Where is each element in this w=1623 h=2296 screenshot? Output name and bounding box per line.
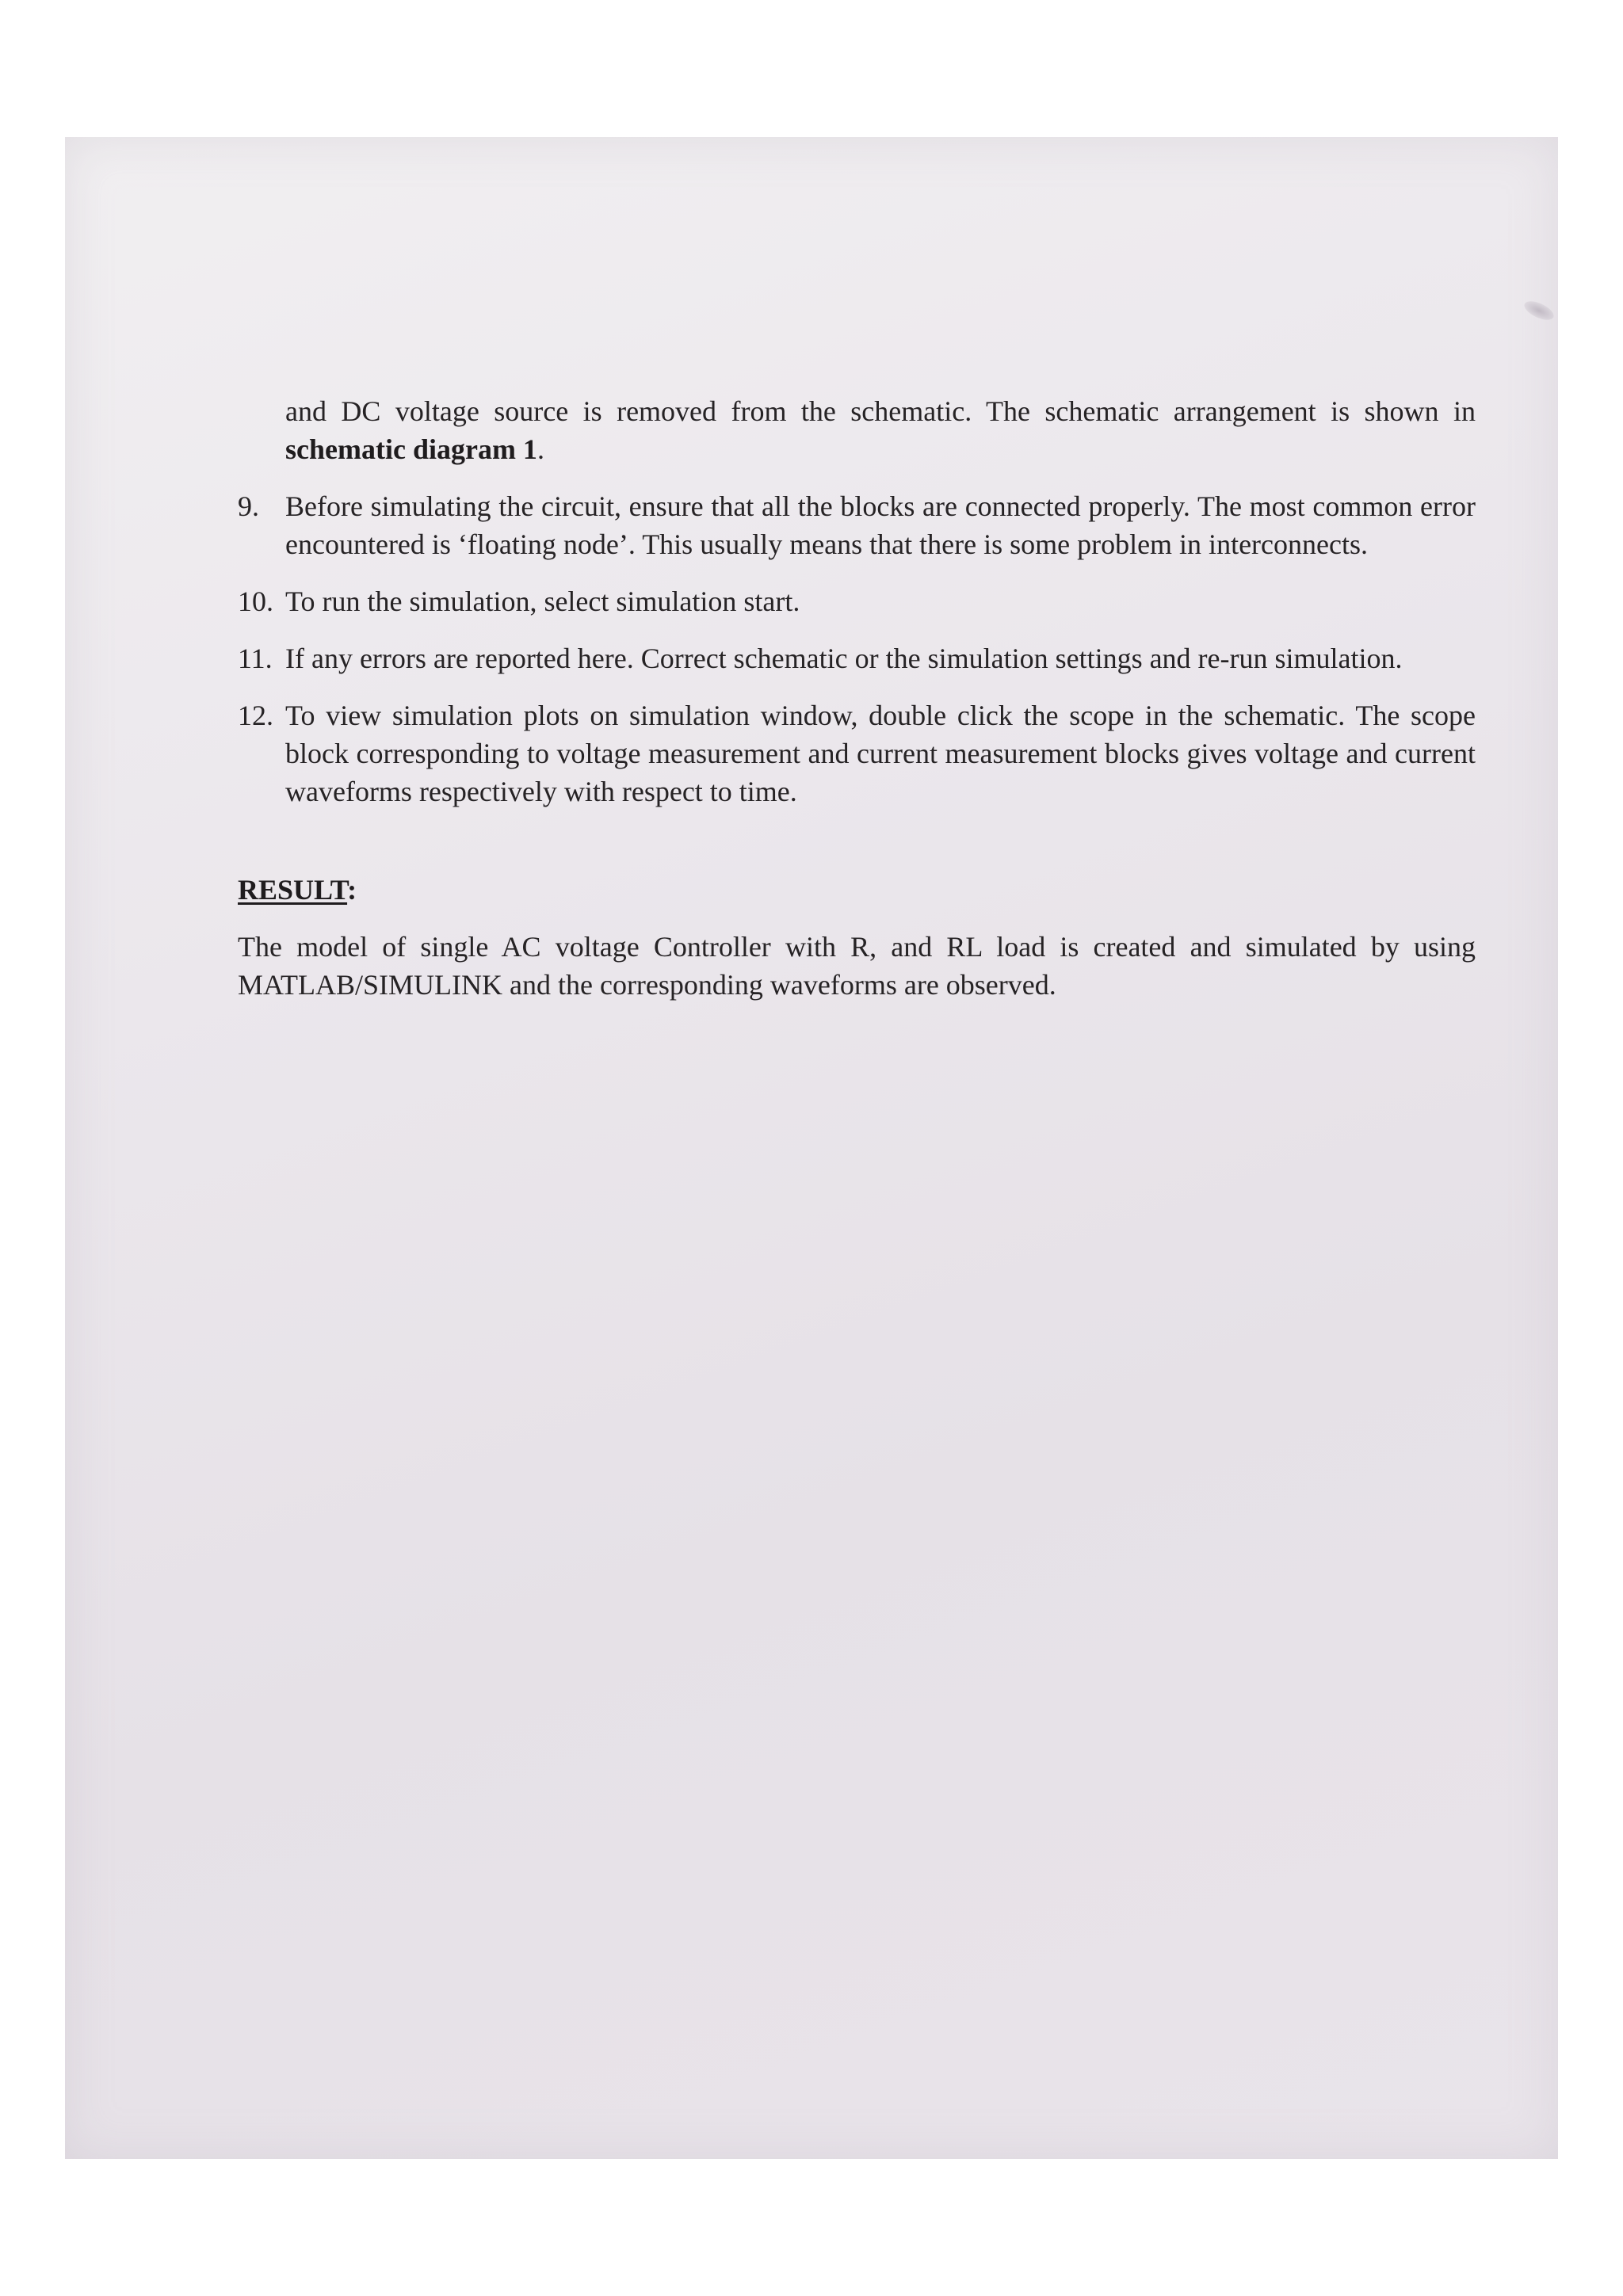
smudge-mark <box>1522 297 1556 323</box>
step-number: 10. <box>238 585 273 617</box>
result-heading-colon: : <box>347 874 357 906</box>
step-text: To view simulation plots on simulation window, double click the scope in the schematic. The scope block corresponding to voltage measurement and current measurement blocks gives voltage and current waveforms respectively with respect to time. <box>285 700 1476 807</box>
step-item <box>238 696 1476 810</box>
step-item <box>238 582 1476 620</box>
step-item <box>238 639 1476 677</box>
result-heading <box>238 871 1476 909</box>
step-item <box>238 487 1476 563</box>
continuation-text: and DC voltage source is removed from the schematic. The schematic arrangement is shown in <box>285 395 1476 427</box>
step-number: 11. <box>238 643 273 674</box>
continuation-paragraph <box>238 392 1476 468</box>
step-text: To run the simulation, select simulation start. <box>285 585 800 617</box>
step-number: 9. <box>238 490 259 522</box>
document-body <box>238 392 1476 1004</box>
step-text: Before simulating the circuit, ensure that all the blocks are connected properly. The most common error encountered is ‘floating node’. This usually means that there is some problem in interconnects. <box>285 490 1476 560</box>
continuation-end: . <box>537 433 544 465</box>
result-paragraph: The model of single AC voltage Controller with R, and RL load is created and simulated by using MATLAB/SIMULINK and the corresponding waveforms are observed. <box>238 931 1476 1001</box>
step-text: If any errors are reported here. Correct schematic or the simulation settings and re-run simulation. <box>285 643 1403 674</box>
result-heading-label: RESULT <box>238 874 348 906</box>
step-number: 12. <box>238 700 273 731</box>
schematic-reference: schematic diagram 1 <box>285 433 537 465</box>
